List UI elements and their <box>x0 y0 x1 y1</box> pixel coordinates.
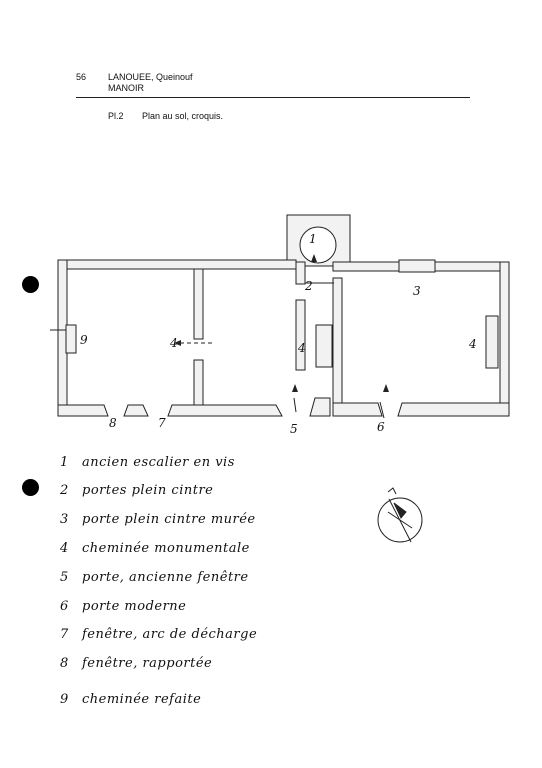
legend-item-2: 2 portes plein cintre <box>60 483 214 498</box>
wall-right-bottom-a <box>333 403 382 416</box>
page-number: 56 <box>76 72 87 82</box>
legend-item-9: 9 cheminée refaite <box>60 692 202 707</box>
wall-left-top <box>58 260 296 269</box>
wall-left-bottom-a <box>58 405 108 416</box>
fireplace-central <box>316 325 332 367</box>
fireplace-left <box>66 325 76 353</box>
wall-right-outer <box>500 262 509 416</box>
plan-label-9: 9 <box>80 333 88 347</box>
plan-label-7: 7 <box>158 416 166 430</box>
compass-icon <box>378 488 422 542</box>
wall-central-lower <box>296 300 305 370</box>
plan-label-2: 2 <box>305 279 313 293</box>
plan-label-6: 6 <box>377 420 385 434</box>
plan-label-8: 8 <box>109 416 117 430</box>
legend-item-8: 8 fenêtre, rapportée <box>60 656 213 671</box>
legend-item-6: 6 porte moderne <box>60 599 187 614</box>
wall-right-inner <box>333 278 342 403</box>
legend-item-3: 3 porte plein cintre murée <box>60 512 256 527</box>
wall-left-bottom-b <box>124 405 148 416</box>
wall-right-bottom-b <box>398 403 509 416</box>
wall-central-foot <box>310 398 330 416</box>
wall-partition-upper <box>194 269 203 339</box>
plate-number: Pl.2 <box>108 111 124 121</box>
plate-caption: Plan au sol, croquis. <box>142 111 224 121</box>
page-title: LANOUEE, Queinouf <box>108 72 193 82</box>
plan-label-3: 3 <box>413 284 421 298</box>
plan-label-5: 5 <box>290 422 298 436</box>
wall-central-upper <box>296 262 305 284</box>
legend-item-5: 5 porte, ancienne fenêtre <box>60 570 249 585</box>
page-subtitle: MANOIR <box>108 83 144 93</box>
walled-door <box>399 260 435 272</box>
plan-label-1: 1 <box>309 232 317 246</box>
legend-item-4: 4 cheminée monumentale <box>60 541 250 556</box>
plan-label-4b: 4 <box>469 337 477 351</box>
fireplace-right <box>486 316 498 368</box>
legend-item-7: 7 fenêtre, arc de décharge <box>60 627 258 642</box>
wall-left-bottom-c <box>168 405 282 416</box>
legend-item-1: 1 ancien escalier en vis <box>60 455 235 470</box>
plan-label-4a: 4 <box>298 341 306 355</box>
wall-partition-lower <box>194 360 203 405</box>
plan-label-4c: 4 <box>170 336 178 350</box>
stair-tower <box>287 215 350 266</box>
